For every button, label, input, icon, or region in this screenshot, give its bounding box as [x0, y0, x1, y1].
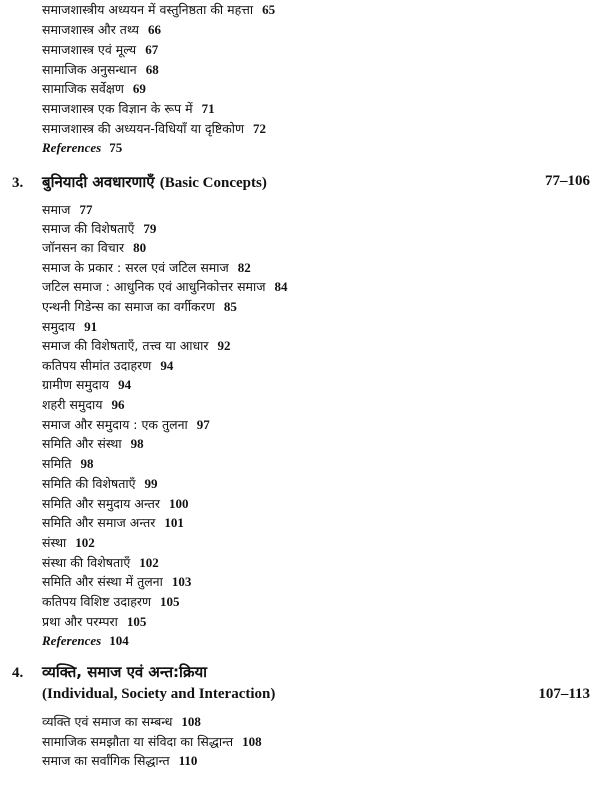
toc-entry: [42, 377, 131, 393]
toc-entry: [42, 22, 161, 38]
toc-entry: [42, 753, 197, 769]
entry-title: जॉनसन का विचार: [42, 240, 125, 255]
toc-entry: [42, 299, 237, 315]
references-page: 104: [109, 633, 129, 648]
entry-page: 80: [133, 240, 147, 255]
entry-page: 82: [237, 260, 251, 275]
entry-title: सामाजिक सर्वेक्षण: [42, 81, 124, 96]
entry-page: 105: [126, 614, 147, 629]
toc-entry: [42, 456, 94, 472]
entry-title: समाज के प्रकार : सरल एवं जटिल समाज: [42, 260, 229, 275]
toc-entry: [42, 614, 146, 630]
entry-page: 108: [242, 734, 262, 749]
references-label: References: [42, 633, 102, 648]
entry-page: 72: [253, 121, 267, 136]
toc-entry: [42, 338, 231, 354]
toc-entry: [42, 221, 156, 237]
entry-title: समिति: [42, 456, 72, 471]
toc-entry: [42, 240, 146, 256]
entry-title: सामाजिक समझौता या संविदा का सिद्धान्त: [42, 734, 234, 749]
entry-page: 101: [164, 515, 184, 530]
entry-page: 66: [148, 22, 161, 37]
toc-entry: [42, 101, 215, 117]
entry-title: समाजशास्त्र और तथ्य: [42, 22, 139, 37]
entry-title: समाजशास्त्र एक विज्ञान के रूप में: [42, 101, 193, 116]
references-entry: [42, 140, 122, 156]
entry-title: समाज की विशेषताएँ: [42, 221, 135, 236]
toc-entry: [42, 121, 266, 137]
toc-entry: [42, 535, 95, 551]
entry-page: 68: [145, 62, 159, 77]
chapter-title-english: (Basic Concepts): [159, 175, 267, 191]
references-label: References: [42, 140, 102, 155]
entry-title: समाजशास्त्र की अध्ययन-विधियाँ या दृष्टिकोण: [42, 121, 245, 136]
entry-title: कतिपय सीमांत उदाहरण: [42, 358, 152, 373]
toc-entry: [42, 397, 125, 413]
entry-title: समिति की विशेषताएँ: [42, 476, 136, 491]
entry-page: 98: [80, 456, 94, 471]
entry-title: सामाजिक अनुसन्धान: [42, 62, 137, 77]
entry-title: संस्था की विशेषताएँ: [42, 555, 131, 570]
entry-page: 99: [144, 476, 158, 491]
entry-title: समिति और संस्था में तुलना: [42, 574, 163, 589]
toc-entry: [42, 62, 159, 78]
chapter-number: 4.: [12, 665, 24, 681]
entry-page: 79: [143, 221, 157, 236]
entry-page: 65: [262, 2, 276, 17]
toc-entry: [42, 476, 158, 492]
references-page: 75: [109, 140, 123, 155]
entry-page: 69: [132, 81, 146, 96]
entry-page: 92: [217, 338, 231, 353]
entry-page: 100: [169, 496, 189, 511]
entry-title: समाजशास्त्रीय अध्ययन में वस्तुनिष्ठता की महत्ता: [42, 2, 254, 17]
toc-entry: [42, 202, 92, 218]
entry-page: 108: [181, 714, 201, 729]
entry-title: संस्था: [42, 535, 67, 550]
toc-entry: [42, 2, 275, 18]
toc-entry: [42, 358, 173, 374]
toc-entry: [42, 574, 191, 590]
entry-page: 91: [84, 319, 98, 334]
entry-title: समिति और समुदाय अन्तर: [42, 496, 161, 511]
entry-title: समुदाय: [42, 319, 76, 334]
toc-entry: [42, 555, 159, 571]
entry-title: कतिपय विशिष्ट उदाहरण: [42, 594, 151, 609]
chapter-title-hindi: व्यक्ति, समाज एवं अन्त:क्रिया: [42, 663, 208, 681]
toc-entry: [42, 319, 97, 335]
entry-page: 94: [118, 377, 132, 392]
references-entry: [42, 633, 129, 649]
chapter-number: 3.: [12, 175, 24, 191]
entry-page: 97: [196, 417, 210, 432]
chapter-heading: [12, 662, 207, 682]
chapter-page-range: 107–113: [538, 686, 590, 702]
entry-title: समाजशास्त्र एवं मूल्य: [42, 42, 137, 57]
entry-page: 105: [160, 594, 180, 609]
chapter-page-range: 77–106: [545, 173, 590, 189]
toc-entry: [42, 594, 180, 610]
entry-title: समाज और समुदाय : एक तुलना: [42, 417, 188, 432]
toc-entry: [42, 279, 288, 295]
entry-title: समाज का सर्वांगिक सिद्धान्त: [42, 753, 170, 768]
chapter-title-english: (Individual, Society and Interaction): [42, 686, 276, 702]
entry-page: 94: [160, 358, 174, 373]
toc-entry: [42, 515, 184, 531]
toc-entry: [42, 260, 251, 276]
entry-page: 103: [171, 574, 192, 589]
toc-entry: [42, 417, 210, 433]
toc-entry: [42, 81, 146, 97]
toc-entry: [42, 714, 201, 730]
entry-page: 96: [111, 397, 125, 412]
entry-title: शहरी समुदाय: [42, 397, 103, 412]
entry-title: एन्थनी गिडेन्स का समाज का वर्गीकरण: [42, 299, 215, 314]
entry-title: समाज की विशेषताएँ, तत्त्व या आधार: [42, 338, 209, 353]
entry-page: 102: [139, 555, 159, 570]
entry-page: 84: [274, 279, 288, 294]
entry-title: समिति और संस्था: [42, 436, 122, 451]
toc-entry: [42, 436, 144, 452]
entry-page: 98: [130, 436, 144, 451]
entry-title: समिति और समाज अन्तर: [42, 515, 156, 530]
entry-page: 85: [223, 299, 237, 314]
toc-entry: [42, 734, 262, 750]
entry-title: ग्रामीण समुदाय: [42, 377, 110, 392]
toc-entry: [42, 496, 189, 512]
entry-page: 77: [79, 202, 93, 217]
entry-title: जटिल समाज : आधुनिक एवं आधुनिकोत्तर समाज: [42, 279, 266, 294]
entry-page: 110: [178, 753, 198, 768]
entry-page: 71: [201, 101, 215, 116]
entry-page: 67: [145, 42, 159, 57]
entry-title: व्यक्ति एवं समाज का सम्बन्ध: [42, 714, 173, 729]
chapter-title-hindi: बुनियादी अवधारणाएँ: [42, 173, 155, 191]
entry-title: प्रथा और परम्परा: [42, 614, 118, 629]
toc-entry: [42, 42, 158, 58]
chapter-heading: [12, 172, 267, 192]
entry-title: समाज: [42, 202, 71, 217]
entry-page: 102: [75, 535, 95, 550]
